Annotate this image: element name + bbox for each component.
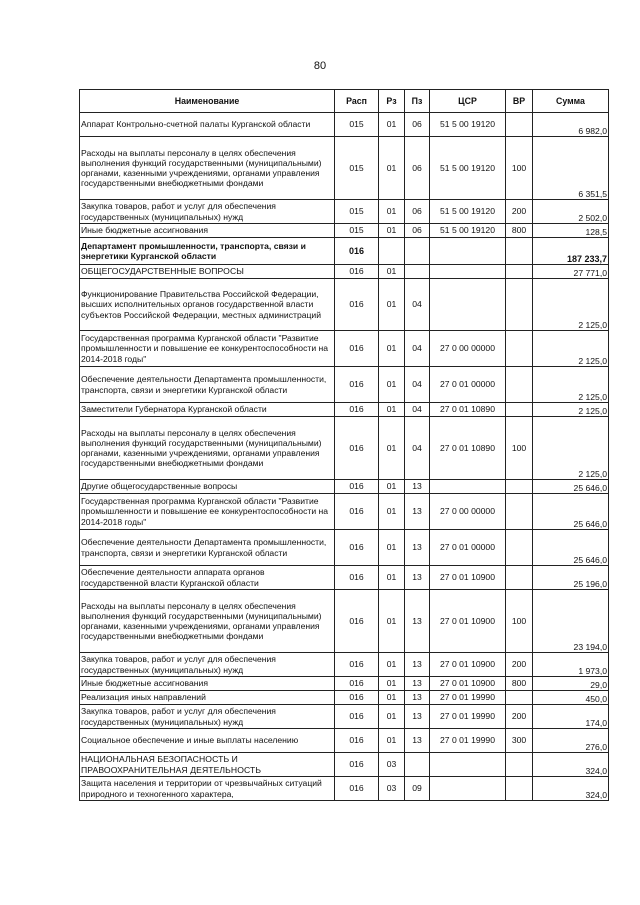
table-row xyxy=(80,566,609,590)
cell-csr xyxy=(430,238,506,265)
cell-rz: 01 xyxy=(379,417,405,480)
table-body xyxy=(80,113,609,801)
cell-rasp: 016 xyxy=(335,729,379,753)
cell-vr xyxy=(506,265,533,279)
cell-vr xyxy=(506,113,533,137)
column-header-sum: Сумма xyxy=(533,90,609,113)
cell-vr xyxy=(506,238,533,265)
cell-pz: 09 xyxy=(405,777,430,801)
cell-csr: 27 0 01 00000 xyxy=(430,367,506,403)
cell-rz: 01 xyxy=(379,331,405,367)
table-row xyxy=(80,417,609,480)
cell-pz: 13 xyxy=(405,590,430,653)
cell-rasp: 015 xyxy=(335,224,379,238)
cell-pz: 13 xyxy=(405,677,430,691)
cell-name: Реализация иных направлений xyxy=(80,691,335,705)
cell-csr: 27 0 01 10900 xyxy=(430,653,506,677)
cell-sum: 2 125,0 xyxy=(533,279,609,331)
column-header-rasp: Расп xyxy=(335,90,379,113)
cell-vr: 800 xyxy=(506,224,533,238)
cell-rz: 01 xyxy=(379,265,405,279)
cell-csr: 27 0 01 19990 xyxy=(430,691,506,705)
table-row xyxy=(80,238,609,265)
cell-csr xyxy=(430,753,506,777)
cell-rz: 01 xyxy=(379,137,405,200)
cell-name: Обеспечение деятельности Департамента промышленности, транспорта, связи и энергетики Курганской области xyxy=(80,530,335,566)
table-row xyxy=(80,530,609,566)
cell-sum: 187 233,7 xyxy=(533,238,609,265)
cell-name: Закупка товаров, работ и услуг для обеспечения государственных (муниципальных) нужд xyxy=(80,705,335,729)
cell-sum: 128,5 xyxy=(533,224,609,238)
cell-name: Департамент промышленности, транспорта, связи и энергетики Курганской области xyxy=(80,238,335,265)
cell-rasp: 016 xyxy=(335,753,379,777)
cell-sum: 450,0 xyxy=(533,691,609,705)
cell-sum: 25 196,0 xyxy=(533,566,609,590)
cell-csr: 27 0 01 10890 xyxy=(430,403,506,417)
cell-name: Государственная программа Курганской области "Развитие промышленности и повышение ее конкурентоспособности на 2014-2018 годы" xyxy=(80,494,335,530)
table-row xyxy=(80,113,609,137)
cell-csr: 27 0 00 00000 xyxy=(430,331,506,367)
cell-vr: 800 xyxy=(506,677,533,691)
table-row xyxy=(80,224,609,238)
table-row xyxy=(80,590,609,653)
table-row xyxy=(80,653,609,677)
cell-sum: 23 194,0 xyxy=(533,590,609,653)
cell-vr xyxy=(506,480,533,494)
cell-vr: 200 xyxy=(506,705,533,729)
cell-pz: 13 xyxy=(405,480,430,494)
cell-sum: 324,0 xyxy=(533,753,609,777)
cell-sum: 2 125,0 xyxy=(533,417,609,480)
table-row xyxy=(80,279,609,331)
cell-vr: 200 xyxy=(506,653,533,677)
cell-name: Расходы на выплаты персоналу в целях обеспечения выполнения функций государственными (муниципальными) органами, казенными учреждениями, органами управления государственными внебюджетными фондами xyxy=(80,137,335,200)
cell-rz: 01 xyxy=(379,691,405,705)
cell-sum: 6 982,0 xyxy=(533,113,609,137)
table-header-row xyxy=(80,90,609,113)
cell-name: Другие общегосударственные вопросы xyxy=(80,480,335,494)
cell-pz: 13 xyxy=(405,530,430,566)
cell-name: Закупка товаров, работ и услуг для обеспечения государственных (муниципальных) нужд xyxy=(80,200,335,224)
cell-sum: 29,0 xyxy=(533,677,609,691)
column-header-name: Наименование xyxy=(80,90,335,113)
cell-rz xyxy=(379,238,405,265)
cell-sum: 27 771,0 xyxy=(533,265,609,279)
cell-rasp: 016 xyxy=(335,530,379,566)
cell-rasp: 016 xyxy=(335,265,379,279)
cell-rz: 01 xyxy=(379,677,405,691)
cell-csr: 27 0 00 00000 xyxy=(430,494,506,530)
cell-rasp: 016 xyxy=(335,417,379,480)
cell-vr xyxy=(506,494,533,530)
cell-sum: 324,0 xyxy=(533,777,609,801)
cell-pz: 04 xyxy=(405,279,430,331)
cell-name: Обеспечение деятельности аппарата органов государственной власти Курганской области xyxy=(80,566,335,590)
cell-pz: 13 xyxy=(405,494,430,530)
cell-rz: 01 xyxy=(379,113,405,137)
cell-csr: 27 0 01 10900 xyxy=(430,566,506,590)
cell-csr: 27 0 01 10890 xyxy=(430,417,506,480)
cell-pz xyxy=(405,753,430,777)
cell-pz: 13 xyxy=(405,729,430,753)
cell-name: Заместители Губернатора Курганской области xyxy=(80,403,335,417)
cell-vr: 300 xyxy=(506,729,533,753)
cell-rasp: 016 xyxy=(335,705,379,729)
table-row xyxy=(80,705,609,729)
cell-rasp: 016 xyxy=(335,653,379,677)
cell-pz: 06 xyxy=(405,200,430,224)
cell-name: Расходы на выплаты персоналу в целях обеспечения выполнения функций государственными (муниципальными) органами, казенными учреждениями, органами управления государственными внебюджетными фондами xyxy=(80,417,335,480)
cell-rz: 01 xyxy=(379,200,405,224)
cell-sum: 25 646,0 xyxy=(533,530,609,566)
cell-csr: 27 0 01 00000 xyxy=(430,530,506,566)
cell-vr xyxy=(506,777,533,801)
table-row xyxy=(80,729,609,753)
cell-csr: 27 0 01 10900 xyxy=(430,677,506,691)
budget-table xyxy=(79,89,609,801)
cell-sum: 2 125,0 xyxy=(533,403,609,417)
cell-rz: 03 xyxy=(379,753,405,777)
cell-rasp: 016 xyxy=(335,367,379,403)
cell-rz: 01 xyxy=(379,566,405,590)
cell-rasp: 016 xyxy=(335,677,379,691)
cell-pz: 06 xyxy=(405,113,430,137)
cell-csr xyxy=(430,777,506,801)
table-row xyxy=(80,691,609,705)
cell-rasp: 016 xyxy=(335,566,379,590)
cell-name: Социальное обеспечение и иные выплаты населению xyxy=(80,729,335,753)
cell-sum: 6 351,5 xyxy=(533,137,609,200)
cell-rasp: 016 xyxy=(335,494,379,530)
column-header-pz: Пз xyxy=(405,90,430,113)
cell-rz: 01 xyxy=(379,729,405,753)
column-header-csr: ЦСР xyxy=(430,90,506,113)
cell-csr: 51 5 00 19120 xyxy=(430,137,506,200)
cell-rz: 01 xyxy=(379,705,405,729)
cell-rz: 03 xyxy=(379,777,405,801)
cell-name: Защита населения и территории от чрезвычайных ситуаций природного и техногенного характера, xyxy=(80,777,335,801)
cell-sum: 2 125,0 xyxy=(533,331,609,367)
cell-vr: 100 xyxy=(506,137,533,200)
cell-rz: 01 xyxy=(379,224,405,238)
cell-name: ОБЩЕГОСУДАРСТВЕННЫЕ ВОПРОСЫ xyxy=(80,265,335,279)
column-header-rz: Рз xyxy=(379,90,405,113)
cell-sum: 2 502,0 xyxy=(533,200,609,224)
cell-pz: 04 xyxy=(405,417,430,480)
cell-pz: 06 xyxy=(405,224,430,238)
cell-pz: 04 xyxy=(405,331,430,367)
cell-name: Закупка товаров, работ и услуг для обеспечения государственных (муниципальных) нужд xyxy=(80,653,335,677)
cell-rz: 01 xyxy=(379,530,405,566)
table-row xyxy=(80,367,609,403)
cell-csr: 27 0 01 10900 xyxy=(430,590,506,653)
cell-pz: 04 xyxy=(405,367,430,403)
cell-name: НАЦИОНАЛЬНАЯ БЕЗОПАСНОСТЬ И ПРАВООХРАНИТЕЛЬНАЯ ДЕЯТЕЛЬНОСТЬ xyxy=(80,753,335,777)
cell-name: Государственная программа Курганской области "Развитие промышленности и повышение ее конкурентоспособности на 2014-2018 годы" xyxy=(80,331,335,367)
cell-csr xyxy=(430,480,506,494)
cell-rz: 01 xyxy=(379,403,405,417)
table-row xyxy=(80,753,609,777)
cell-csr: 51 5 00 19120 xyxy=(430,224,506,238)
cell-sum: 25 646,0 xyxy=(533,494,609,530)
cell-rz: 01 xyxy=(379,494,405,530)
cell-vr xyxy=(506,530,533,566)
cell-rasp: 016 xyxy=(335,691,379,705)
cell-rasp: 015 xyxy=(335,200,379,224)
cell-rz: 01 xyxy=(379,279,405,331)
cell-pz: 13 xyxy=(405,653,430,677)
cell-csr xyxy=(430,279,506,331)
cell-rasp: 016 xyxy=(335,777,379,801)
cell-vr: 100 xyxy=(506,590,533,653)
cell-vr xyxy=(506,753,533,777)
cell-rz: 01 xyxy=(379,367,405,403)
cell-rasp: 016 xyxy=(335,403,379,417)
cell-pz xyxy=(405,238,430,265)
cell-rasp: 016 xyxy=(335,279,379,331)
cell-name: Функционирование Правительства Российской Федерации, высших исполнительных органов государственной власти субъектов Российской Федерации, местных администраций xyxy=(80,279,335,331)
cell-vr: 100 xyxy=(506,417,533,480)
cell-vr xyxy=(506,691,533,705)
cell-vr xyxy=(506,566,533,590)
cell-vr xyxy=(506,279,533,331)
cell-csr: 27 0 01 19990 xyxy=(430,705,506,729)
cell-pz: 06 xyxy=(405,137,430,200)
cell-csr: 27 0 01 19990 xyxy=(430,729,506,753)
cell-pz: 13 xyxy=(405,691,430,705)
cell-rasp: 016 xyxy=(335,590,379,653)
cell-rasp: 016 xyxy=(335,331,379,367)
cell-rasp: 016 xyxy=(335,480,379,494)
cell-rz: 01 xyxy=(379,480,405,494)
cell-name: Расходы на выплаты персоналу в целях обеспечения выполнения функций государственными (муниципальными) органами, казенными учреждениями, органами управления государственными внебюджетными фондами xyxy=(80,590,335,653)
cell-rasp: 015 xyxy=(335,137,379,200)
table-row xyxy=(80,777,609,801)
cell-vr xyxy=(506,331,533,367)
cell-pz: 13 xyxy=(405,566,430,590)
cell-name: Иные бюджетные ассигнования xyxy=(80,677,335,691)
cell-sum: 276,0 xyxy=(533,729,609,753)
cell-vr xyxy=(506,367,533,403)
table-row xyxy=(80,677,609,691)
cell-pz: 04 xyxy=(405,403,430,417)
cell-rasp: 015 xyxy=(335,113,379,137)
page-number: 80 xyxy=(313,60,327,72)
column-header-vr: ВР xyxy=(506,90,533,113)
cell-name: Аппарат Контрольно-счетной палаты Курганской области xyxy=(80,113,335,137)
cell-sum: 2 125,0 xyxy=(533,367,609,403)
cell-pz: 13 xyxy=(405,705,430,729)
cell-name: Иные бюджетные ассигнования xyxy=(80,224,335,238)
table-row xyxy=(80,137,609,200)
cell-csr xyxy=(430,265,506,279)
cell-sum: 1 973,0 xyxy=(533,653,609,677)
cell-name: Обеспечение деятельности Департамента промышленности, транспорта, связи и энергетики Курганской области xyxy=(80,367,335,403)
table-row xyxy=(80,403,609,417)
cell-sum: 174,0 xyxy=(533,705,609,729)
cell-csr: 51 5 00 19120 xyxy=(430,113,506,137)
cell-vr: 200 xyxy=(506,200,533,224)
table-row xyxy=(80,265,609,279)
cell-sum: 25 646,0 xyxy=(533,480,609,494)
cell-rz: 01 xyxy=(379,590,405,653)
cell-csr: 51 5 00 19120 xyxy=(430,200,506,224)
cell-rasp: 016 xyxy=(335,238,379,265)
table-row xyxy=(80,331,609,367)
table-row xyxy=(80,480,609,494)
table-row xyxy=(80,200,609,224)
table-row xyxy=(80,494,609,530)
cell-rz: 01 xyxy=(379,653,405,677)
cell-pz xyxy=(405,265,430,279)
cell-vr xyxy=(506,403,533,417)
